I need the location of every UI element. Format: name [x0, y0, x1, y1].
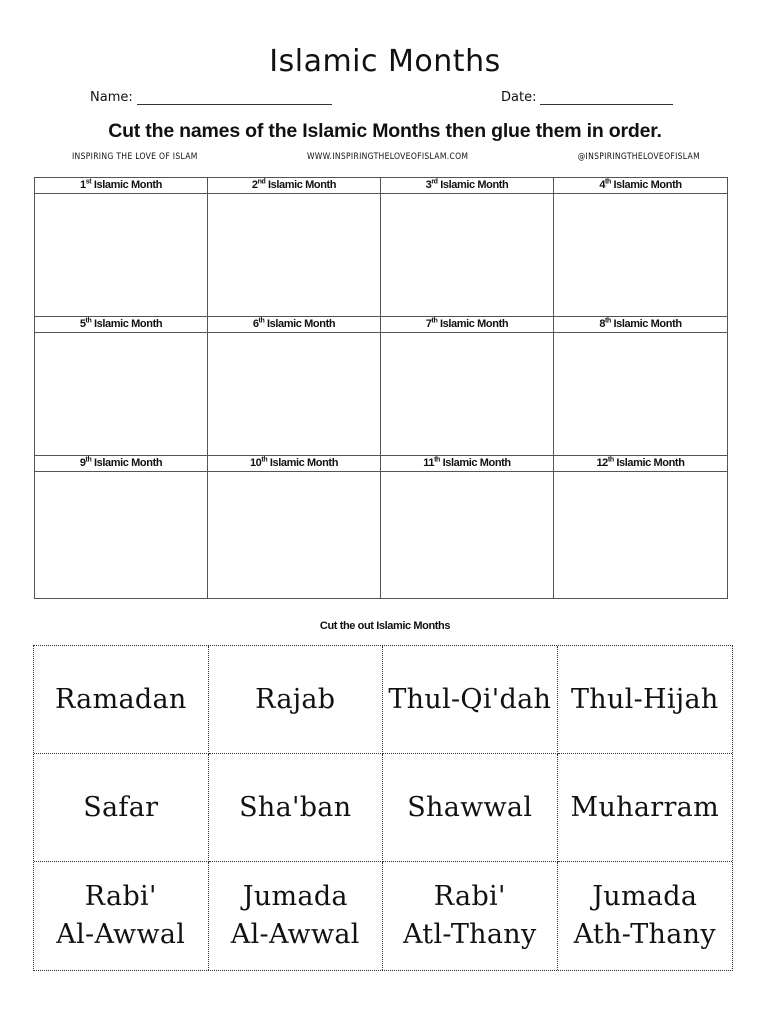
- month-ordinal: th: [85, 317, 92, 325]
- month-number: 9: [79, 457, 86, 469]
- month-header-9: [35, 456, 208, 472]
- month-number: 2: [251, 179, 258, 191]
- worksheet-title: Islamic Months: [269, 44, 501, 79]
- glue-box-3[interactable]: [381, 194, 554, 317]
- month-header-12: [554, 456, 727, 472]
- month-number: 8: [599, 318, 606, 330]
- month-card-text: Ramadan: [54, 683, 187, 715]
- credits-row: [72, 152, 700, 162]
- month-header-text: Islamic Month: [442, 457, 511, 469]
- month-number: 4: [599, 179, 606, 191]
- month-header-1: [35, 178, 208, 194]
- month-number: 11: [423, 457, 435, 469]
- month-order-grid: [34, 177, 728, 599]
- month-number: 7: [425, 318, 432, 330]
- name-label: Name:: [90, 90, 133, 105]
- glue-box-7[interactable]: [381, 333, 554, 456]
- month-card-text: Rabi' Atl-Thany: [402, 881, 537, 950]
- month-header-3: [381, 178, 554, 194]
- glue-box-12[interactable]: [554, 472, 727, 598]
- cutout-label: Cut the out Islamic Months: [319, 620, 451, 632]
- month-number: 12: [596, 457, 608, 469]
- date-line[interactable]: [540, 94, 673, 105]
- month-ordinal: th: [85, 456, 92, 464]
- month-card-text: Rajab: [255, 683, 336, 715]
- month-header-4: [554, 178, 727, 194]
- month-header-text: Islamic Month: [267, 179, 337, 191]
- month-ordinal: th: [431, 317, 438, 325]
- month-header-5: [35, 317, 208, 333]
- glue-box-2[interactable]: [208, 194, 381, 317]
- month-card-text: Muharram: [570, 791, 719, 823]
- month-card-text: Shawwal: [407, 791, 533, 823]
- month-ordinal: th: [258, 317, 265, 325]
- month-header-text: Islamic Month: [269, 457, 339, 469]
- month-ordinal: th: [605, 317, 611, 325]
- month-number: 6: [252, 318, 259, 330]
- glue-box-6[interactable]: [208, 333, 381, 456]
- month-header-6: [208, 317, 381, 333]
- month-ordinal: th: [434, 456, 440, 464]
- month-header-text: Islamic Month: [267, 318, 336, 330]
- month-header-2: [208, 178, 381, 194]
- month-card[interactable]: [383, 862, 558, 970]
- month-ordinal: th: [605, 178, 611, 186]
- glue-box-8[interactable]: [554, 333, 727, 456]
- month-ordinal: st: [85, 178, 92, 186]
- month-header-text: Islamic Month: [94, 457, 163, 469]
- month-card[interactable]: [209, 862, 384, 970]
- month-card-text: Thul-Hijah: [570, 683, 719, 715]
- month-header-text: Islamic Month: [616, 457, 685, 469]
- name-line[interactable]: [137, 94, 332, 105]
- month-header-text: Islamic Month: [440, 179, 509, 191]
- month-card-text: Jumada Al-Awwal: [230, 881, 360, 950]
- date-field[interactable]: [501, 90, 673, 105]
- month-number: 1: [80, 179, 86, 191]
- glue-box-4[interactable]: [554, 194, 727, 317]
- month-card[interactable]: [209, 754, 384, 862]
- month-ordinal: th: [607, 456, 614, 464]
- month-ordinal: rd: [431, 178, 438, 186]
- month-header-11: [381, 456, 554, 472]
- date-label: Date:: [501, 90, 537, 105]
- name-field[interactable]: [90, 90, 332, 105]
- glue-box-9[interactable]: [35, 472, 208, 598]
- month-card-text: Rabi' Al-Awwal: [56, 881, 186, 950]
- glue-box-1[interactable]: [35, 194, 208, 317]
- month-card-text: Jumada Ath-Thany: [573, 881, 716, 950]
- month-card[interactable]: [558, 862, 733, 970]
- month-number: 10: [249, 457, 262, 469]
- month-card[interactable]: [34, 862, 209, 970]
- glue-box-5[interactable]: [35, 333, 208, 456]
- month-header-text: Islamic Month: [93, 179, 162, 191]
- month-header-7: [381, 317, 554, 333]
- month-card-text: Thul-Qi'dah: [388, 683, 552, 715]
- month-card-text: Sha'ban: [239, 791, 352, 823]
- month-header-8: [554, 317, 727, 333]
- month-card[interactable]: [34, 646, 209, 754]
- month-ordinal: th: [261, 456, 268, 464]
- month-header-text: Islamic Month: [440, 318, 509, 330]
- month-card[interactable]: [34, 754, 209, 862]
- cutout-cards: [33, 645, 733, 971]
- glue-box-10[interactable]: [208, 472, 381, 598]
- instruction-text: Cut the names of the Islamic Months then glue them in order.: [108, 120, 662, 142]
- month-card-text: Safar: [83, 791, 159, 823]
- glue-box-11[interactable]: [381, 472, 554, 598]
- month-header-text: Islamic Month: [94, 318, 163, 330]
- month-header-text: Islamic Month: [613, 179, 682, 191]
- credit-brand: INSPIRING THE LOVE OF ISLAM: [72, 152, 198, 162]
- month-card[interactable]: [383, 754, 558, 862]
- month-number: 3: [425, 179, 432, 191]
- month-header-10: [208, 456, 381, 472]
- credit-website: WWW.INSPIRINGTHELOVEOFISLAM.COM: [306, 152, 469, 162]
- month-header-text: Islamic Month: [613, 318, 682, 330]
- month-card[interactable]: [558, 646, 733, 754]
- credit-handle: @INSPIRINGTHELOVEOFISLAM: [577, 152, 700, 162]
- month-number: 5: [79, 318, 86, 330]
- month-card[interactable]: [558, 754, 733, 862]
- month-card[interactable]: [383, 646, 558, 754]
- month-card[interactable]: [209, 646, 384, 754]
- month-ordinal: nd: [257, 178, 266, 186]
